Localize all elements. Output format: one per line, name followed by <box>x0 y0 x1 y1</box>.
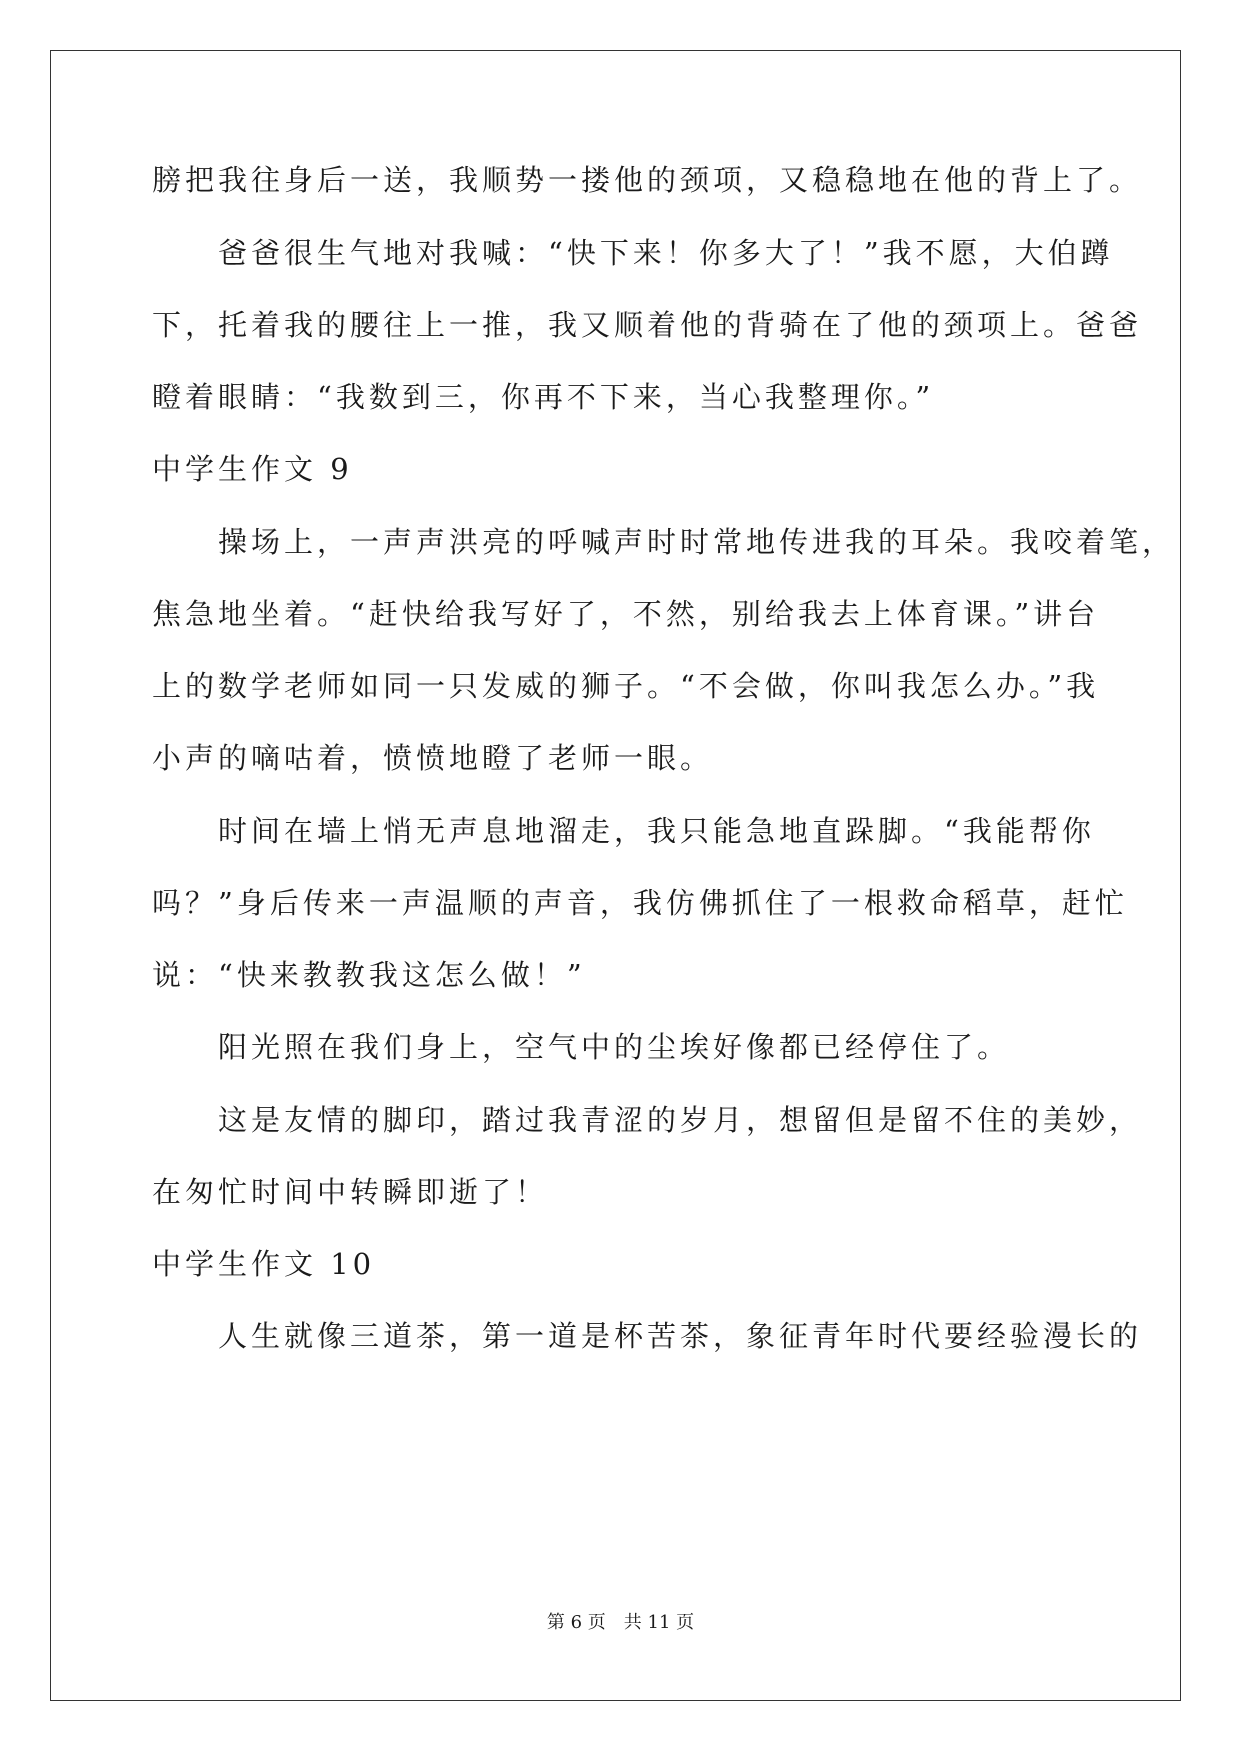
text-line: 膀把我往身后一送，我顺势一搂他的颈项，又稳稳地在他的背上了。 <box>152 163 1143 197</box>
text-line: 这是友情的脚印，踏过我青涩的岁月，想留但是留不住的美妙， <box>152 1103 1143 1137</box>
text-line: 爸爸很生气地对我喊：“快下来！你多大了！”我不愿，大伯蹲 <box>152 236 1114 270</box>
text-line: 瞪着眼睛：“我数到三，你再不下来，当心我整理你。” <box>152 380 935 414</box>
text-line: 在匆忙时间中转瞬即逝了！ <box>152 1175 549 1209</box>
text-line: 焦急地坐着。“赶快给我写好了，不然，别给我去上体育课。”讲台 <box>152 597 1100 631</box>
text-line: 下，托着我的腰往上一推，我又顺着他的背骑在了他的颈项上。爸爸 <box>152 308 1143 342</box>
text-line: 时间在墙上悄无声息地溜走，我只能急地直跺脚。“我能帮你 <box>152 814 1095 848</box>
page-footer <box>0 1608 1241 1634</box>
text-line: 操场上，一声声洪亮的呼喊声时时常地传进我的耳朵。我咬着笔， <box>152 525 1176 559</box>
page-number-total: 共 11 页 <box>623 1612 695 1633</box>
text-line: 阳光照在我们身上，空气中的尘埃好像都已经停住了。 <box>152 1030 1011 1064</box>
section-heading: 中学生作文 10 <box>152 1247 376 1281</box>
text-line: 吗？”身后传来一声温顺的声音，我仿佛抓住了一根救命稻草，赶忙 <box>152 886 1128 920</box>
text-line: 上的数学老师如同一只发威的狮子。“不会做，你叫我怎么办。”我 <box>152 669 1100 703</box>
section-heading: 中学生作文 9 <box>152 452 353 486</box>
page-border <box>50 50 1181 1701</box>
text-line: 人生就像三道茶，第一道是杯苦茶，象征青年时代要经验漫长的 <box>152 1319 1143 1353</box>
text-line: 小声的嘀咕着，愤愤地瞪了老师一眼。 <box>152 741 714 775</box>
text-line: 说：“快来教教我这怎么做！” <box>152 958 586 992</box>
page-number-current: 第 6 页 <box>546 1612 606 1633</box>
